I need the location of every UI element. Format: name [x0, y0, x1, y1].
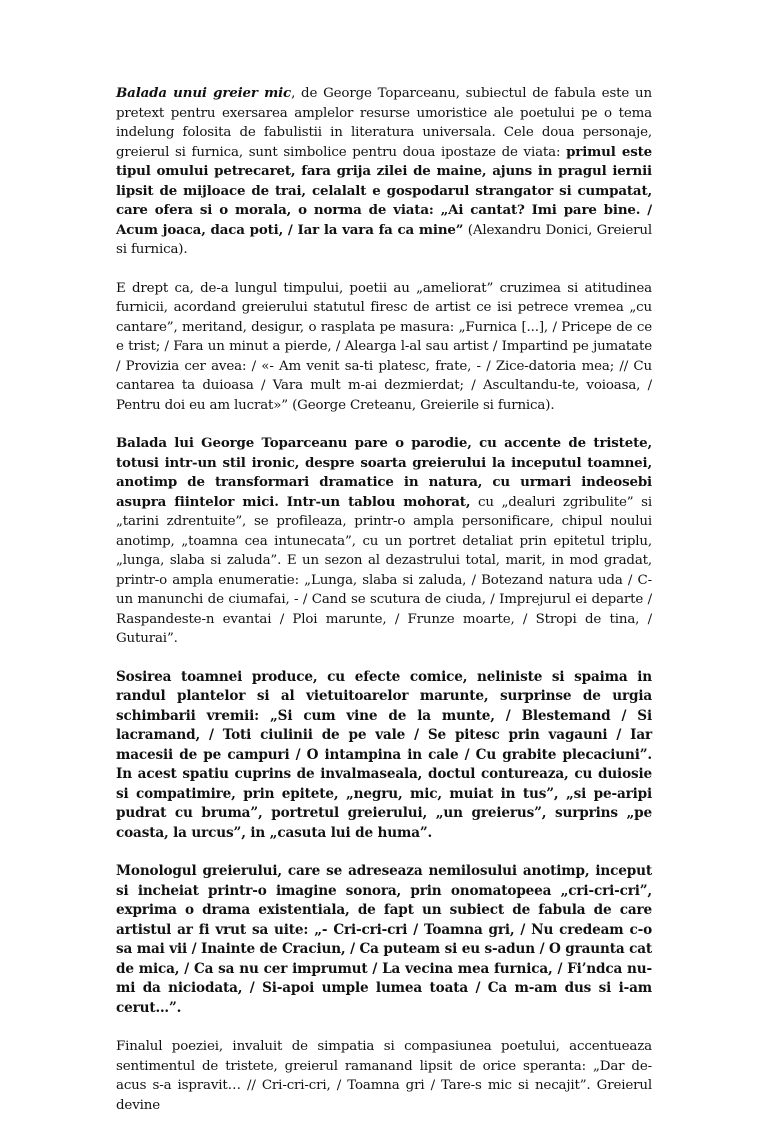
paragraph-6 — [116, 1037, 652, 1115]
document-page — [116, 84, 652, 1134]
paragraph-5 — [116, 862, 652, 1018]
paragraph-1 — [116, 84, 652, 260]
paragraph-text-run: (Alexandru Donici, Greierul si furnica). — [116, 222, 652, 257]
paragraph-text-run: primul este tipul omului petrecaret, fara grija zilei de maine, ajuns in pragul iernii lipsit de mijloace de trai, celalalt e gospodarul strangator si cumpatat, care ofera si o morala, o norma de viata: „Ai cantat? Imi pare bine. / Acum joaca, daca poti, / Iar la vara fa ca mine” — [116, 143, 652, 238]
paragraph-text-run: Balada unui greier mic — [116, 85, 292, 101]
paragraph-text-run: Finalul poeziei, invaluit de simpatia si compasiunea poetului, accentueaza sentimentul de tristete, greierul ramanand lipsit de orice speranta: „Dar de-acus s-a ispravit… // Cri-cri-cri, / Toamna gri / Tare-s mic si necajit”. Greierul devine — [116, 1039, 652, 1113]
paragraph-3 — [116, 434, 652, 649]
paragraph-text-run: , de George Toparceanu, subiectul de fabula este un pretext pentru exersarea amplelor resurse umoristice ale poetului pe o tema indelung folosita de fabulistii in literatura universala. Cele doua personaje, greierul si furnica, sunt simbolice pentru doua ipostaze de viata: — [116, 86, 652, 160]
paragraph-text-run: Balada lui George Toparceanu pare o parodie, cu accente de tristete, totusi intr-un stil ironic, despre soarta greierului la inceputul toamnei, anotimp de transformari dramatice in natura, cu urmari indeosebi asupra fiintelor mici. Intr-un tablou mohorat, — [116, 435, 652, 510]
paragraph-text-run: cu „dealuri zgribulite” si „tarini zdrentuite”, se profileaza, printr-o ampla personificare, chipul noului anotimp, „toamna cea intunecata”, cu un portret detaliat prin epitetul triplu, „lunga, slaba si zaluda”. E un sezon al dezastrului total, marit, in mod gradat, printr-o ampla enumeratie: „Lunga, slaba si zaluda, / Botezand natura uda / C-un manunchi de ciumafai, - / Cand se scutura de ciuda, / Imprejurul ei departe / Raspandeste-n evantai / Ploi marunte, / Frunze moarte, / Stropi de tina, / Guturai”. — [116, 494, 652, 646]
paragraph-text-run: Sosirea toamnei produce, cu efecte comice, neliniste si spaima in randul plantelor si al vietuitoarelor marunte, surprinse de urgia schimbarii vremii: „Si cum vine de la munte, / Blestemand / Si lacramand, / Toti ciulinii de pe vale / Se pitesc prin vagauni / Iar macesii de pe campuri / O intampina in cale / Cu grabite plecaciuni”. In acest spatiu cuprins de invalmaseala, doctul contureaza, cu duiosie si compatimire, prin epitete, „negru, mic, muiat in tus”, „si pe-aripi pudrat cu bruma”, portretul greierului, „un greierus”, surprins „pe coasta, la urcus”, in „casuta lui de huma”. — [116, 668, 652, 841]
paragraph-2 — [116, 279, 652, 416]
paragraph-text-run: Monologul greierului, care se adreseaza nemilosului anotimp, inceput si incheiat printr-o imagine sonora, prin onomatopeea „cri-cri-cri”, exprima o drama existentiala, de fapt un subiect de fabula de care artistul ar fi vrut sa uite: „- Cri-cri-cri / Toamna gri, / Nu credeam c-o sa mai vii / Inainte de Craciun, / Ca puteam si eu s-adun / O graunta cat de mica, / Ca sa nu cer imprumut / La vecina mea furnica, / Fi’ndca nu-mi da niciodata, / Si-apoi umple lumea toata / Ca m-am dus si i-am cerut…”. — [116, 863, 653, 1016]
paragraph-text-run: E drept ca, de-a lungul timpului, poetii au „ameliorat” cruzimea si atitudinea furnicii, acordand greierului statutul firesc de artist ce isi petrece vremea „cu cantare”, meritand, desigur, o rasplata pe masura: „Furnica [...], / Pricepe de ce e trist; / Fara un minut a pierde, / Alearga l-al sau artist / Impartind pe jumatate / Provizia cer avea: / «- Am venit sa-ti platesc, frate, - / Zice-datoria mea; // Cu cantarea ta duioasa / Vara mult m-ai dezmierdat; / Ascultandu-te, voioasa, / Pentru doi eu am lucrat»” (George Creteanu, Greierile si furnica). — [116, 280, 652, 413]
paragraph-4 — [116, 668, 652, 844]
